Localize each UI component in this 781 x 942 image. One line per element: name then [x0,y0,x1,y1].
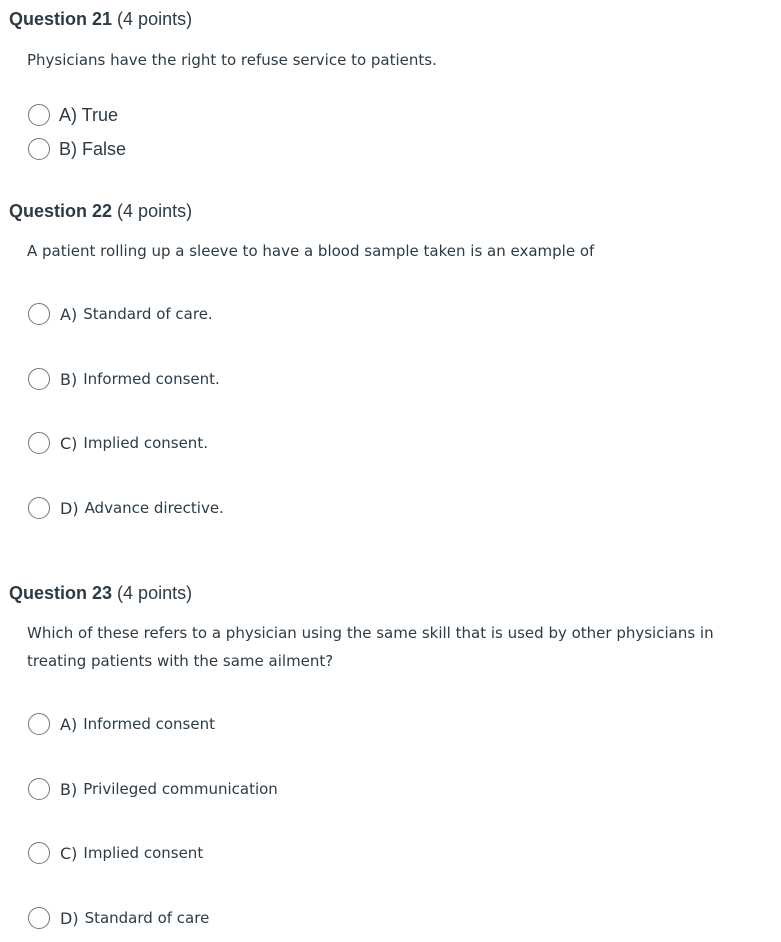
option-text: Implied consent [83,844,204,862]
radio-button[interactable] [28,432,50,454]
option-b[interactable] [28,778,278,800]
question-text: Which of these refers to a physician using the same skill that is used by other physicians in treating patients with the same ailment? [27,624,714,670]
option-text: Informed consent [83,715,215,733]
option-a-true[interactable] [28,104,118,126]
radio-button[interactable] [28,368,50,390]
option-letter: B) [60,369,78,389]
option-label: B) False [59,138,127,159]
option-label: A) True [59,104,119,125]
option-text: Privileged communication [83,780,278,798]
question-text: A patient rolling up a sleeve to have a blood sample taken is an example of [27,242,595,260]
option-letter: B) [60,779,78,799]
option-text: Standard of care [84,909,210,927]
question-points: (4 points) [117,9,193,29]
radio-button[interactable] [28,842,50,864]
option-c[interactable] [28,842,203,864]
option-letter: A) [60,714,78,734]
option-text: Advance directive. [84,499,224,517]
option-c[interactable] [28,432,208,454]
radio-button[interactable] [28,497,50,519]
option-letter: D) [60,908,79,928]
radio-button[interactable] [28,138,50,160]
question-text: Physicians have the right to refuse service to patients. [27,51,437,69]
option-a[interactable] [28,713,215,735]
option-d[interactable] [28,907,209,929]
option-text: Informed consent. [83,370,220,388]
question-title: Question 23 [9,583,113,603]
radio-button[interactable] [28,778,50,800]
option-letter: A) [60,304,78,324]
question-title: Question 22 [9,201,113,221]
question-points: (4 points) [117,201,193,221]
option-letter: C) [60,843,78,863]
option-a[interactable] [28,303,213,325]
radio-button[interactable] [28,713,50,735]
question-header [9,9,192,30]
option-letter: D) [60,498,79,518]
question-header [9,201,192,222]
option-text: Standard of care. [83,305,213,323]
question-points: (4 points) [117,583,193,603]
option-text: Implied consent. [83,434,208,452]
option-b-false[interactable] [28,138,126,160]
radio-button[interactable] [28,104,50,126]
radio-button[interactable] [28,907,50,929]
option-d[interactable] [28,497,224,519]
option-letter: C) [60,433,78,453]
option-b[interactable] [28,368,220,390]
question-title: Question 21 [9,9,113,29]
question-header [9,583,192,604]
radio-button[interactable] [28,303,50,325]
